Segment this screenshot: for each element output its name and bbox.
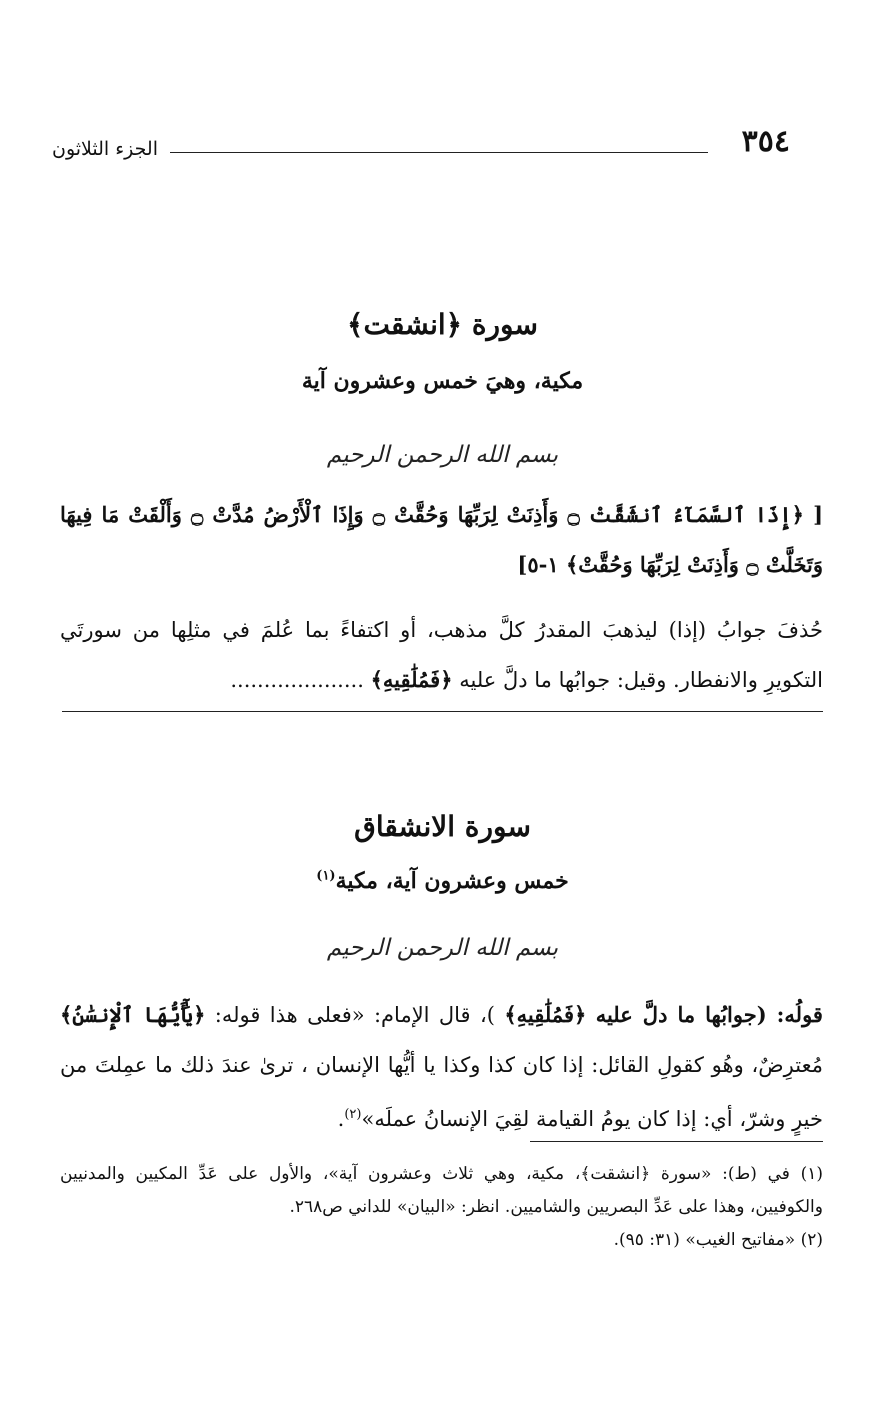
paragraph-label: قولُه: (جوابُها ما دلَّ عليه: [595, 1002, 823, 1027]
commentary-quote: ﴿فَمُلَٰقِيهِ﴾: [370, 667, 453, 692]
running-title: الجزء الثلاثون: [52, 138, 158, 160]
page-header: [52, 124, 790, 168]
footnote-ref-1: (١): [316, 868, 336, 884]
verses-open-bracket: [: [813, 502, 824, 527]
section2-basmala: بسم الله الرحمن الرحيم: [326, 935, 559, 961]
footnote-1: (١) في (ط): «سورة ﴿انشقت﴾، مكية، وهي ثلاث وعشرون آية»، والأول على عَدِّ المكيين والمدنيين والكوفيين، وهذا على عَدِّ البصريين والشاميين. انظر: «البيان» للداني ص٢٦٨.: [60, 1164, 823, 1217]
section1-title: سورة ﴿انشقت﴾: [347, 308, 538, 341]
section1-basmala: بسم الله الرحمن الرحيم: [326, 442, 559, 468]
section-divider: [62, 711, 823, 712]
header-rule: [170, 152, 708, 153]
footnote-ref-2: (٢): [344, 1107, 362, 1122]
paragraph-quote-2: ﴿يَٰٓأَيُّهَا ٱلْإِنسَٰنُ﴾: [60, 1002, 206, 1027]
section1-subtitle: مكية، وهيَ خمس وعشرون آية: [301, 368, 584, 394]
section1-commentary: [60, 605, 823, 705]
paragraph-quote-1: ﴿فَمُلَٰقِيهِ﴾: [504, 1002, 587, 1027]
section1-verses: [60, 490, 823, 590]
section2-title: سورة الانشقاق: [354, 810, 531, 843]
verses-text: ﴿إِذَا ٱلسَّمَآءُ ٱنشَقَّتْ ۝ وَأَذِنَتْ لِرَبِّهَا وَحُقَّتْ ۝ وَإِذَا ٱلْأَرْضُ مُدَّتْ ۝ وَأَلْقَتْ مَا فِيهَا وَتَخَلَّتْ ۝ وَأَذِنَتْ لِرَبِّهَا وَحُقَّتْ﴾: [60, 502, 823, 577]
section2-paragraph: [60, 990, 823, 1144]
paragraph-text-2: مُعترِضٌ، وهُو كقولِ القائل: إذا كان كذا وكذا يا أيُّها الإنسان ، ترىٰ عندَ ذلك ما عمِلتَ من خيرٍ وشرّ، أي: إذا كان يومُ القيامة لقِيَ الإنسانُ عملَه»: [60, 1053, 823, 1131]
section2-subtitle-text: خمس وعشرون آية، مكية: [335, 868, 569, 894]
paragraph-end: .: [337, 1107, 345, 1131]
page-number: ٣٥٤: [741, 124, 790, 159]
verses-reference: ١-٥]: [517, 552, 559, 577]
paragraph-text-1: )، قال الإمام: «فعلى هذا قوله:: [214, 1003, 495, 1027]
section2-subtitle: [0, 868, 885, 894]
footnote-rule: [530, 1141, 823, 1142]
commentary-dots: ....................: [230, 668, 364, 692]
commentary-text: حُذفَ جوابُ (إذا) ليذهبَ المقدرُ كلَّ مذهب، أو اكتفاءً بما عُلمَ في مثلِها من سورتَي التكويرِ والانفطار. وقيل: جوابُها ما دلَّ عليه: [60, 618, 823, 692]
footnotes: [60, 1158, 823, 1257]
footnote-2: (٢) «مفاتيح الغيب» (٣١: ٩٥).: [613, 1230, 823, 1250]
